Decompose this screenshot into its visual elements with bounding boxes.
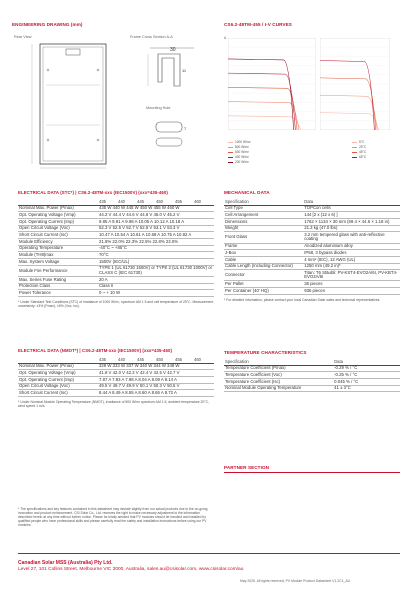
row-value: 8.44 A 8.49 A 8.55 A 8.60 A 8.66 A 8.72 A [99, 389, 177, 395]
row-label: Power Tolerance [19, 289, 51, 295]
legend-swatch [352, 147, 357, 148]
temperature-legend-item [352, 150, 366, 154]
row-value: 21.8% 22.0% 22.3% 22.5% 22.8% 23.0% [99, 238, 179, 244]
row-value: Class II [99, 283, 114, 289]
row-label: J-Box [225, 249, 236, 255]
table-row [224, 212, 400, 219]
column-header: 445 [137, 198, 144, 204]
spec-header: Specification [225, 358, 249, 364]
table-row [18, 232, 214, 239]
row-value: 52.3 V 52.5 V 52.7 V 52.9 V 53.1 V 53.3 V [99, 225, 180, 231]
iv-curves-title: CS6.2-48TM-455 / I-V CURVES [224, 22, 292, 27]
row-value: 1500V (IEC/UL) [99, 258, 130, 264]
legend-swatch [228, 147, 233, 148]
rear-view-label: Rear View [14, 35, 32, 39]
row-value: 1250 mm (49.2 in)* [304, 263, 341, 269]
row-label: Dimensions [225, 218, 248, 224]
row-label: Weight [225, 225, 239, 231]
row-label: Front Glass [225, 234, 248, 240]
legend-label: 200 W/m² [235, 160, 249, 164]
row-label: Temperature Coefficient (Isc) [225, 378, 281, 384]
electrical-nmot-section [18, 348, 214, 409]
iv-curve-chart-right [320, 38, 390, 130]
row-label: Opt. Operating Current (Imp) [19, 218, 74, 224]
temperature-legend-item [352, 145, 366, 149]
legend-swatch [228, 162, 233, 163]
legend-swatch [352, 157, 357, 158]
column-header: 445 [137, 356, 144, 362]
row-label: Cable Length (Including Connector) [225, 263, 293, 269]
electrical-nmot-table [18, 357, 214, 397]
row-value: 20 A [99, 276, 108, 282]
table-row [224, 385, 400, 392]
irradiance-legend-item [228, 145, 398, 149]
column-header: 440 [118, 356, 125, 362]
table-row [224, 281, 400, 288]
mounting-hole-label: Mounting Hole [146, 106, 171, 110]
legend-label: 5°C [359, 140, 365, 144]
frame-cross-section-drawing [130, 42, 210, 102]
table-row [224, 243, 400, 250]
legend-label: 25°C [359, 145, 367, 149]
row-value: 9.85 A 9.91 A 9.98 A 10.05 A 10.12 A 10.18 A [99, 218, 185, 224]
row-value: 0 ~ + 10 W [99, 289, 121, 295]
table-row [18, 265, 214, 276]
irradiance-legend-item [228, 140, 398, 144]
legend-label: 1000 W/m² [235, 140, 251, 144]
table-row [18, 218, 214, 225]
column-header: 455 [175, 198, 182, 204]
partner-divider [224, 472, 400, 473]
row-value: 70°C [99, 252, 109, 257]
column-header: 455 [175, 356, 182, 362]
row-label: Nominal Max. Power (Pmax) [19, 363, 74, 369]
legend-label: 800 W/m² [235, 145, 249, 149]
row-label: Operating Temperature [19, 245, 64, 251]
row-value: 36 pieces [304, 281, 323, 287]
iv-legend [228, 140, 398, 164]
nmot-footnote: * Under Nominal Module Operating Temperature (NMOT), irradiance of 800 W/m² spectrum AM 1.5, ambient temperature 20°C, wind speed 1 m/s. [18, 400, 210, 409]
row-value: Titan: T6 Stäubli: PV-KST4-EVO2A/6I, PV-KBT4-EVO2A/6I [304, 269, 398, 280]
irradiance-legend-item [228, 150, 398, 154]
table-row [18, 370, 214, 377]
legend-label: 45°C [359, 150, 367, 154]
electrical-stc-table [18, 199, 214, 297]
row-label: Opt. Operating Voltage (Vmp) [19, 369, 76, 375]
table-row [18, 283, 214, 290]
table-row [224, 218, 400, 225]
mechanical-table [224, 199, 400, 295]
row-label: Short Circuit Current (Isc) [19, 231, 68, 237]
table-row [18, 363, 214, 370]
partner-title: PARTNER SECTION [224, 465, 270, 470]
table-row [18, 212, 214, 219]
row-label: Cell Arrangement [225, 211, 259, 217]
temperature-title: TEMPERATURE CHARACTERISTICS [224, 350, 307, 355]
table-row [18, 245, 214, 252]
table-row [224, 378, 400, 385]
column-header: 440 [118, 198, 125, 204]
row-label: Module (TH8)max [19, 252, 54, 257]
row-value: 4 mm² (IEC), 12 AWG (UL) [304, 256, 356, 262]
frame-section-label: Frame Cross Section A-A [130, 35, 173, 39]
row-value: 49.5 V 49.7 V 49.9 V 50.1 V 50.3 V 50.5 V [99, 383, 180, 389]
row-value: TYPE 1 (UL 61730 1500V) or TYPE 2 (UL 61730 1000V) or CLASS C (IEC 61730) [99, 265, 213, 275]
table-row [18, 225, 214, 232]
temp-legend [352, 140, 366, 159]
row-label: Open Circuit Voltage (Voc) [19, 225, 70, 231]
rights-text: May 2025. All rights reserved, PV Module Product Datasheet V1.2C1_AU [240, 579, 351, 583]
mechanical-section [224, 190, 400, 302]
row-value: 435 W 440 W 445 W 450 W 455 W 460 W [99, 205, 180, 211]
row-label: Cell Type [225, 205, 243, 211]
data-header: Data [334, 358, 343, 364]
row-label: Connector [225, 272, 245, 278]
dim-11-label: 11 [182, 68, 187, 73]
table-row [18, 290, 214, 297]
table-row [224, 232, 400, 243]
footer-divider [18, 553, 400, 554]
data-header: Data [304, 198, 314, 204]
row-value: 10.47 A 10.54 A 10.61 A 10.68 A 10.75 A 10.82 A [99, 231, 192, 237]
row-value: 3.2 mm tempered glass with anti-reflective coating [304, 231, 385, 242]
irradiance-legend-item [228, 160, 398, 164]
row-value: -0.29 % / °C [334, 365, 358, 371]
row-label: Open Circuit Voltage (Voc) [19, 383, 70, 389]
row-label: Opt. Operating Voltage (Vmp) [19, 211, 76, 217]
mechanical-footnote: * For detailed information, please contact your local Canadian Solar sales and technical representatives. [224, 297, 381, 302]
mechanical-title: MECHANICAL DATA [224, 190, 270, 195]
row-value: -0.25 % / °C [334, 371, 358, 377]
row-label: Temperature Coefficient (Voc) [225, 371, 282, 377]
row-value: 144 [2 x (12 x 6) ] [304, 211, 338, 217]
company-name: Canadian Solar MSS (Australia) Pty Ltd. [18, 560, 113, 566]
legend-label: 65°C [359, 155, 367, 159]
row-label: Temperature Coefficient (Pmax) [225, 365, 286, 371]
row-label: Max. System Voltage [19, 258, 60, 264]
table-row [18, 205, 214, 212]
column-header: 435 [99, 198, 106, 204]
row-label: Max. Series Fuse Rating [19, 276, 67, 282]
electrical-nmot-title: ELECTRICAL DATA (NMOT*) | CS6.2-48TM-xxx (IEC1500V) (xxx=435-460) [18, 348, 173, 353]
row-value: 41 ± 3°C [334, 385, 351, 391]
table-row [18, 276, 214, 283]
legend-label: 600 W/m² [235, 150, 249, 154]
company-address: Level 27, 101 Collins Street, Melbourne VIC 3000, Australia, sales.au@csisolar.com, www.csisolar.com/au [18, 567, 244, 572]
row-label: Per Container (40' HQ) [225, 287, 269, 293]
table-row [18, 259, 214, 266]
temperature-legend-item [352, 155, 366, 159]
table-row [224, 365, 400, 372]
engineering-drawing-title: ENGINEERING DRAWING (mm) [12, 22, 83, 27]
table-row [224, 250, 400, 257]
row-label: Per Pallet [225, 281, 244, 287]
mounting-hole-drawing [150, 112, 190, 152]
table-row [18, 252, 214, 259]
stc-footnote: * Under Standard Test Conditions (STC) of irradiance of 1000 W/m², spectrum AM 1.5 and cell temperature of 25°C. Measurement uncertainty: ±3% (Pmax), ±5% (Voc, Isc). [18, 300, 214, 309]
row-label: Module Efficiency [19, 238, 53, 244]
row-value: 936 pieces [304, 287, 325, 293]
electrical-stc-title: ELECTRICAL DATA (STC*) | CS6.2-48TM-xxx (IEC1500V) (xxx=435-460) [18, 190, 168, 195]
iv-curve-chart-left [228, 38, 316, 130]
legend-swatch [228, 152, 233, 153]
table-row [18, 383, 214, 390]
table-row [224, 256, 400, 263]
row-label: Short Circuit Current (Isc) [19, 389, 68, 395]
row-label: Module Fire Performance [19, 267, 68, 273]
disclaimer-text: * The specifications and key features contained in this datasheet may deviate slightly from our actual products due to the on-going innovation and product enhancement. CSI Solar Co., Ltd. reserves the right to make necessary adjustment to the information described herein at any time without further notice. Please be kindly advised that PV modules should be handled and installed by qualified people who have professional skills and please carefully read the safety and installation instructions before using our PV modules. [18, 507, 208, 528]
dim-7-label: 7 [184, 126, 187, 131]
row-value: -40°C ~ +85°C [99, 245, 128, 251]
row-value: 7.87 A 7.93 A 7.98 A 8.04 A 8.09 A 8.14 A [99, 376, 177, 382]
table-row [18, 239, 214, 246]
row-label: Nominal Max. Power (Pmax) [19, 205, 74, 211]
legend-swatch [228, 157, 233, 158]
temperature-section [224, 350, 400, 392]
table-row [224, 205, 400, 212]
table-row [224, 270, 400, 281]
table-row [224, 263, 400, 270]
row-value: 329 W 333 W 337 W 340 W 344 W 348 W [99, 363, 180, 369]
rear-view-drawing [12, 40, 122, 170]
temperature-table [224, 359, 400, 392]
table-row [224, 225, 400, 232]
column-header: 450 [156, 356, 163, 362]
row-value: 1762 × 1134 × 30 mm (69.4 × 44.6 × 1.18 in) [304, 218, 390, 224]
column-header: 450 [156, 198, 163, 204]
row-value: TOPCon cells [304, 205, 331, 211]
irradiance-legend-item [228, 155, 398, 159]
row-value: 41.8 V 42.0 V 42.2 V 42.4 V 42.5 V 42.7 V [99, 369, 180, 375]
legend-label: 400 W/m² [235, 155, 249, 159]
electrical-stc-section [18, 190, 214, 309]
table-row [18, 390, 214, 397]
table-row [224, 372, 400, 379]
row-value: 21.3 kg (47.0 lbs) [304, 225, 338, 231]
legend-swatch [352, 152, 357, 153]
row-label: Opt. Operating Current (Imp) [19, 376, 74, 382]
table-row [224, 288, 400, 295]
table-row [18, 376, 214, 383]
row-value: 44.2 V 44.4 V 44.6 V 44.8 V 45.0 V 45.2 V [99, 211, 180, 217]
row-value: IP68, 3 bypass diodes [304, 249, 347, 255]
legend-swatch [352, 142, 357, 143]
row-label: Nominal Module Operating Temperature [225, 385, 302, 391]
row-label: Cable [225, 256, 237, 262]
dim-30-label: 30 [170, 47, 176, 53]
legend-swatch [228, 142, 233, 143]
row-label: Protection Class [19, 283, 51, 289]
column-header: 460 [194, 198, 201, 204]
column-header: 460 [194, 356, 201, 362]
spec-header: Specification [225, 198, 249, 204]
iv-axis-a-label: A [224, 36, 227, 40]
row-value: Anodized aluminium alloy [304, 243, 353, 249]
row-value: 0.045 % / °C [334, 378, 359, 384]
temperature-legend-item [352, 140, 366, 144]
row-label: Frame [225, 243, 238, 249]
column-header: 435 [99, 356, 106, 362]
